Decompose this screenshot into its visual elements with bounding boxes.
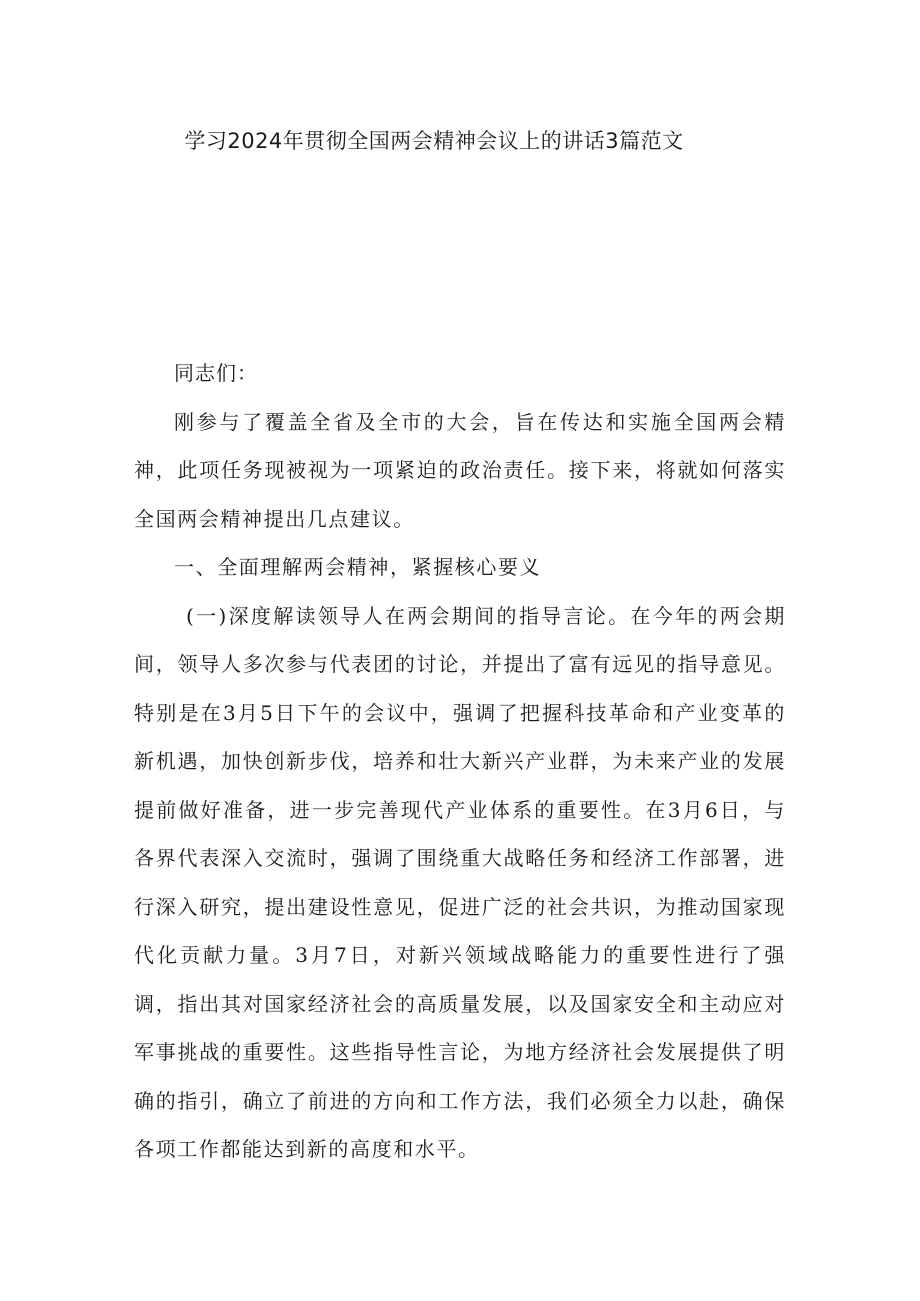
- subsection-paragraph: (一)深度解读领导人在两会期间的指导言论。在今年的两会期间，领导人多次参与代表团的讨论，并提出了富有远见的指导意见。特别是在3月5日下午的会议中，强调了把握科技革命和产业变革的新机遇，加快创新步伐，培养和壮大新兴产业群，为未来产业的发展提前做好准备，进一步完善现代产业体系的重要性。在3月6日，与各界代表深入交流时，强调了围绕重大战略任务和经济工作部署，进行深入研究，提出建设性意见，促进广泛的社会共识，为推动国家现代化贡献力量。3月7日，对新兴领域战略能力的重要性进行了强调，指出其对国家经济社会的高质量发展，以及国家安全和主动应对军事挑战的重要性。这些指导性言论，为地方经济社会发展提供了明确的指引，确立了前进的方向和工作方法，我们必须全力以赴，确保各项工作都能达到新的高度和水平。: [134, 603, 786, 1161]
- document-title: 学习2024年贯彻全国两会精神会议上的讲话3篇范文: [184, 129, 684, 153]
- section-heading: 一、全面理解两会精神，紧握核心要义: [174, 555, 542, 579]
- document-body: [134, 349, 786, 1174]
- salutation: 同志们：: [174, 361, 258, 385]
- intro-paragraph: 刚参与了覆盖全省及全市的大会，旨在传达和实施全国两会精神，此项任务现被视为一项紧迫的政治责任。接下来，将就如何落实全国两会精神提出几点建议。: [134, 409, 786, 531]
